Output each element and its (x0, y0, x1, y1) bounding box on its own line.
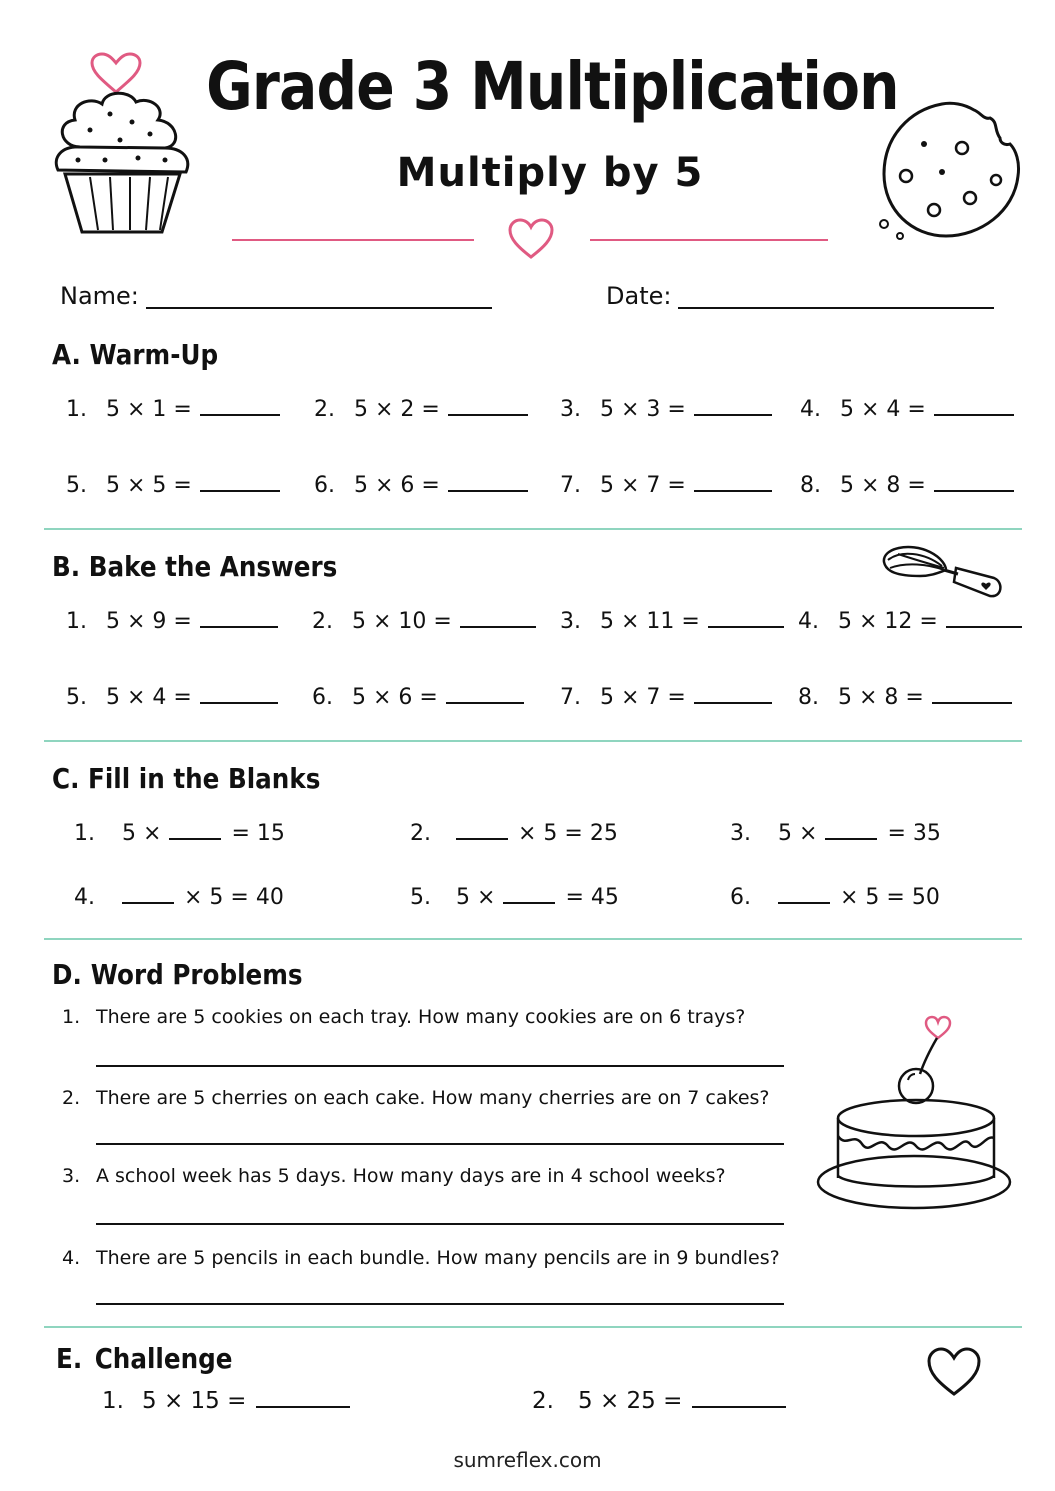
problem-expression: 5 × 2 = (354, 397, 440, 422)
page-title: Grade 3 Multiplication (206, 48, 899, 125)
answer-blank[interactable] (460, 606, 536, 628)
answer-blank[interactable] (448, 470, 528, 492)
cake-icon (816, 1010, 1016, 1210)
answer-line[interactable] (96, 1143, 784, 1145)
problem-a-5 (66, 470, 280, 498)
problem-number: 4. (798, 609, 819, 634)
section-divider (44, 1326, 1022, 1328)
problem-number: 2. (314, 397, 335, 422)
title-rule-right (590, 239, 828, 241)
problem-c-6 (730, 882, 940, 910)
problem-expression: 5 × 3 = (600, 397, 686, 422)
problem-text: A school week has 5 days. How many days are in 4 school weeks? (96, 1165, 726, 1187)
problem-expression: 5 × 15 = (142, 1388, 247, 1414)
problem-c-4 (74, 882, 284, 910)
problem-suffix: × 5 = 50 (840, 885, 940, 910)
problem-expression: 5 × 9 = (106, 609, 192, 634)
problem-number: 4. (800, 397, 821, 422)
name-label: Name: (60, 282, 139, 310)
word-problem-4 (62, 1247, 780, 1269)
problem-expression: 5 × 5 = (106, 473, 192, 498)
problem-text: There are 5 cookies on each tray. How many cookies are on 6 trays? (96, 1006, 746, 1028)
section-title: Word Problems (90, 958, 303, 991)
answer-blank[interactable] (778, 882, 830, 904)
problem-number: 8. (798, 685, 819, 710)
problem-number: 2. (312, 609, 333, 634)
answer-blank[interactable] (694, 470, 772, 492)
word-problem-2 (62, 1087, 770, 1109)
answer-blank[interactable] (446, 682, 524, 704)
problem-expression: 5 × 11 = (600, 609, 700, 634)
answer-blank[interactable] (169, 818, 221, 840)
word-problem-1 (62, 1006, 745, 1028)
problem-expression: 5 × 1 = (106, 397, 192, 422)
problem-prefix: 5 × (122, 821, 162, 846)
problem-text: There are 5 pencils in each bundle. How many pencils are in 9 bundles? (96, 1247, 780, 1269)
problem-b-2 (312, 606, 536, 634)
problem-b-3 (560, 606, 784, 634)
problem-number: 8. (800, 473, 821, 498)
problem-suffix: × 5 = 25 (518, 821, 618, 846)
section-d-heading (52, 958, 303, 991)
section-e-heading (56, 1342, 232, 1375)
page-subtitle: Multiply by 5 (396, 150, 704, 196)
problem-expression: 5 × 6 = (354, 473, 440, 498)
problem-expression: 5 × 7 = (600, 685, 686, 710)
problem-expression: 5 × 4 = (840, 397, 926, 422)
answer-blank[interactable] (694, 394, 772, 416)
problem-e-1 (102, 1386, 350, 1414)
date-label: Date: (606, 282, 672, 310)
problem-a-4 (800, 394, 1014, 422)
answer-blank[interactable] (946, 606, 1022, 628)
problem-b-4 (798, 606, 1022, 634)
problem-b-8 (798, 682, 1012, 710)
problem-expression: 5 × 25 = (578, 1388, 683, 1414)
problem-a-3 (560, 394, 772, 422)
answer-blank[interactable] (825, 818, 877, 840)
problem-number: 7. (560, 685, 581, 710)
problem-number: 1. (66, 609, 87, 634)
answer-blank[interactable] (448, 394, 528, 416)
problem-number: 4. (74, 885, 95, 910)
problem-suffix: = 35 (887, 821, 941, 846)
section-title: Challenge (94, 1342, 233, 1375)
problem-number: 2. (410, 821, 431, 846)
answer-line[interactable] (96, 1303, 784, 1305)
answer-blank[interactable] (256, 1386, 350, 1408)
problem-b-6 (312, 682, 524, 710)
answer-blank[interactable] (708, 606, 784, 628)
problem-number: 6. (730, 885, 751, 910)
problem-expression: 5 × 8 = (840, 473, 926, 498)
answer-blank[interactable] (934, 470, 1014, 492)
section-b-heading: B. Bake the Answers (52, 550, 338, 583)
problem-a-6 (314, 470, 528, 498)
problem-prefix: 5 × (456, 885, 496, 910)
problem-a-1 (66, 394, 280, 422)
problem-b-5 (66, 682, 278, 710)
answer-blank[interactable] (200, 470, 280, 492)
answer-blank[interactable] (503, 882, 555, 904)
problem-number: 1. (74, 821, 95, 846)
problem-a-2 (314, 394, 528, 422)
answer-line[interactable] (96, 1223, 784, 1225)
problem-number: 5. (410, 885, 431, 910)
answer-blank[interactable] (934, 394, 1014, 416)
problem-number: 3. (62, 1165, 81, 1187)
problem-text: There are 5 cherries on each cake. How many cherries are on 7 cakes? (96, 1087, 770, 1109)
problem-number: 2. (532, 1388, 554, 1414)
section-divider (44, 740, 1022, 742)
section-divider (44, 528, 1022, 530)
problem-prefix: 5 × (778, 821, 818, 846)
problem-expression: 5 × 7 = (600, 473, 686, 498)
answer-blank[interactable] (200, 682, 278, 704)
problem-number: 3. (560, 397, 581, 422)
problem-b-7 (560, 682, 772, 710)
problem-expression: 5 × 6 = (352, 685, 438, 710)
answer-blank[interactable] (122, 882, 174, 904)
problem-number: 6. (312, 685, 333, 710)
problem-suffix: = 15 (231, 821, 285, 846)
answer-line[interactable] (96, 1065, 784, 1067)
problem-number: 7. (560, 473, 581, 498)
whisk-icon (880, 540, 1005, 602)
heart-icon (926, 1346, 982, 1398)
problem-number: 1. (62, 1006, 81, 1028)
heart-icon (508, 218, 554, 260)
problem-expression: 5 × 10 = (352, 609, 452, 634)
cupcake-icon (50, 52, 195, 237)
problem-suffix: × 5 = 40 (184, 885, 284, 910)
section-divider (44, 938, 1022, 940)
problem-number: 1. (102, 1388, 124, 1414)
answer-blank[interactable] (932, 682, 1012, 704)
section-c-heading: C. Fill in the Blanks (52, 762, 321, 795)
cookie-icon (876, 100, 1026, 245)
answer-blank[interactable] (456, 818, 508, 840)
problem-number: 3. (560, 609, 581, 634)
date-field[interactable] (678, 307, 994, 309)
problem-expression: 5 × 4 = (106, 685, 192, 710)
name-field[interactable] (146, 307, 492, 309)
title-rule-left (232, 239, 474, 241)
problem-number: 5. (66, 685, 87, 710)
problem-number: 3. (730, 821, 751, 846)
problem-number: 1. (66, 397, 87, 422)
answer-blank[interactable] (200, 394, 280, 416)
problem-number: 5. (66, 473, 87, 498)
problem-number: 2. (62, 1087, 81, 1109)
problem-e-2 (532, 1386, 786, 1414)
problem-expression: 5 × 8 = (838, 685, 924, 710)
problem-expression: 5 × 12 = (838, 609, 938, 634)
problem-c-3 (730, 818, 941, 846)
answer-blank[interactable] (692, 1386, 786, 1408)
section-letter: E. (56, 1342, 83, 1375)
section-a-heading: A. Warm-Up (52, 338, 219, 371)
problem-number: 4. (62, 1247, 81, 1269)
problem-suffix: = 45 (565, 885, 619, 910)
problem-a-7 (560, 470, 772, 498)
answer-blank[interactable] (200, 606, 278, 628)
problem-a-8 (800, 470, 1014, 498)
word-problem-3 (62, 1165, 726, 1187)
problem-number: 6. (314, 473, 335, 498)
problem-c-5 (410, 882, 619, 910)
problem-b-1 (66, 606, 278, 634)
answer-blank[interactable] (694, 682, 772, 704)
footer-site: sumreflex.com (453, 1448, 602, 1472)
section-letter: D. (52, 958, 82, 991)
problem-c-1 (74, 818, 285, 846)
problem-c-2 (410, 818, 618, 846)
